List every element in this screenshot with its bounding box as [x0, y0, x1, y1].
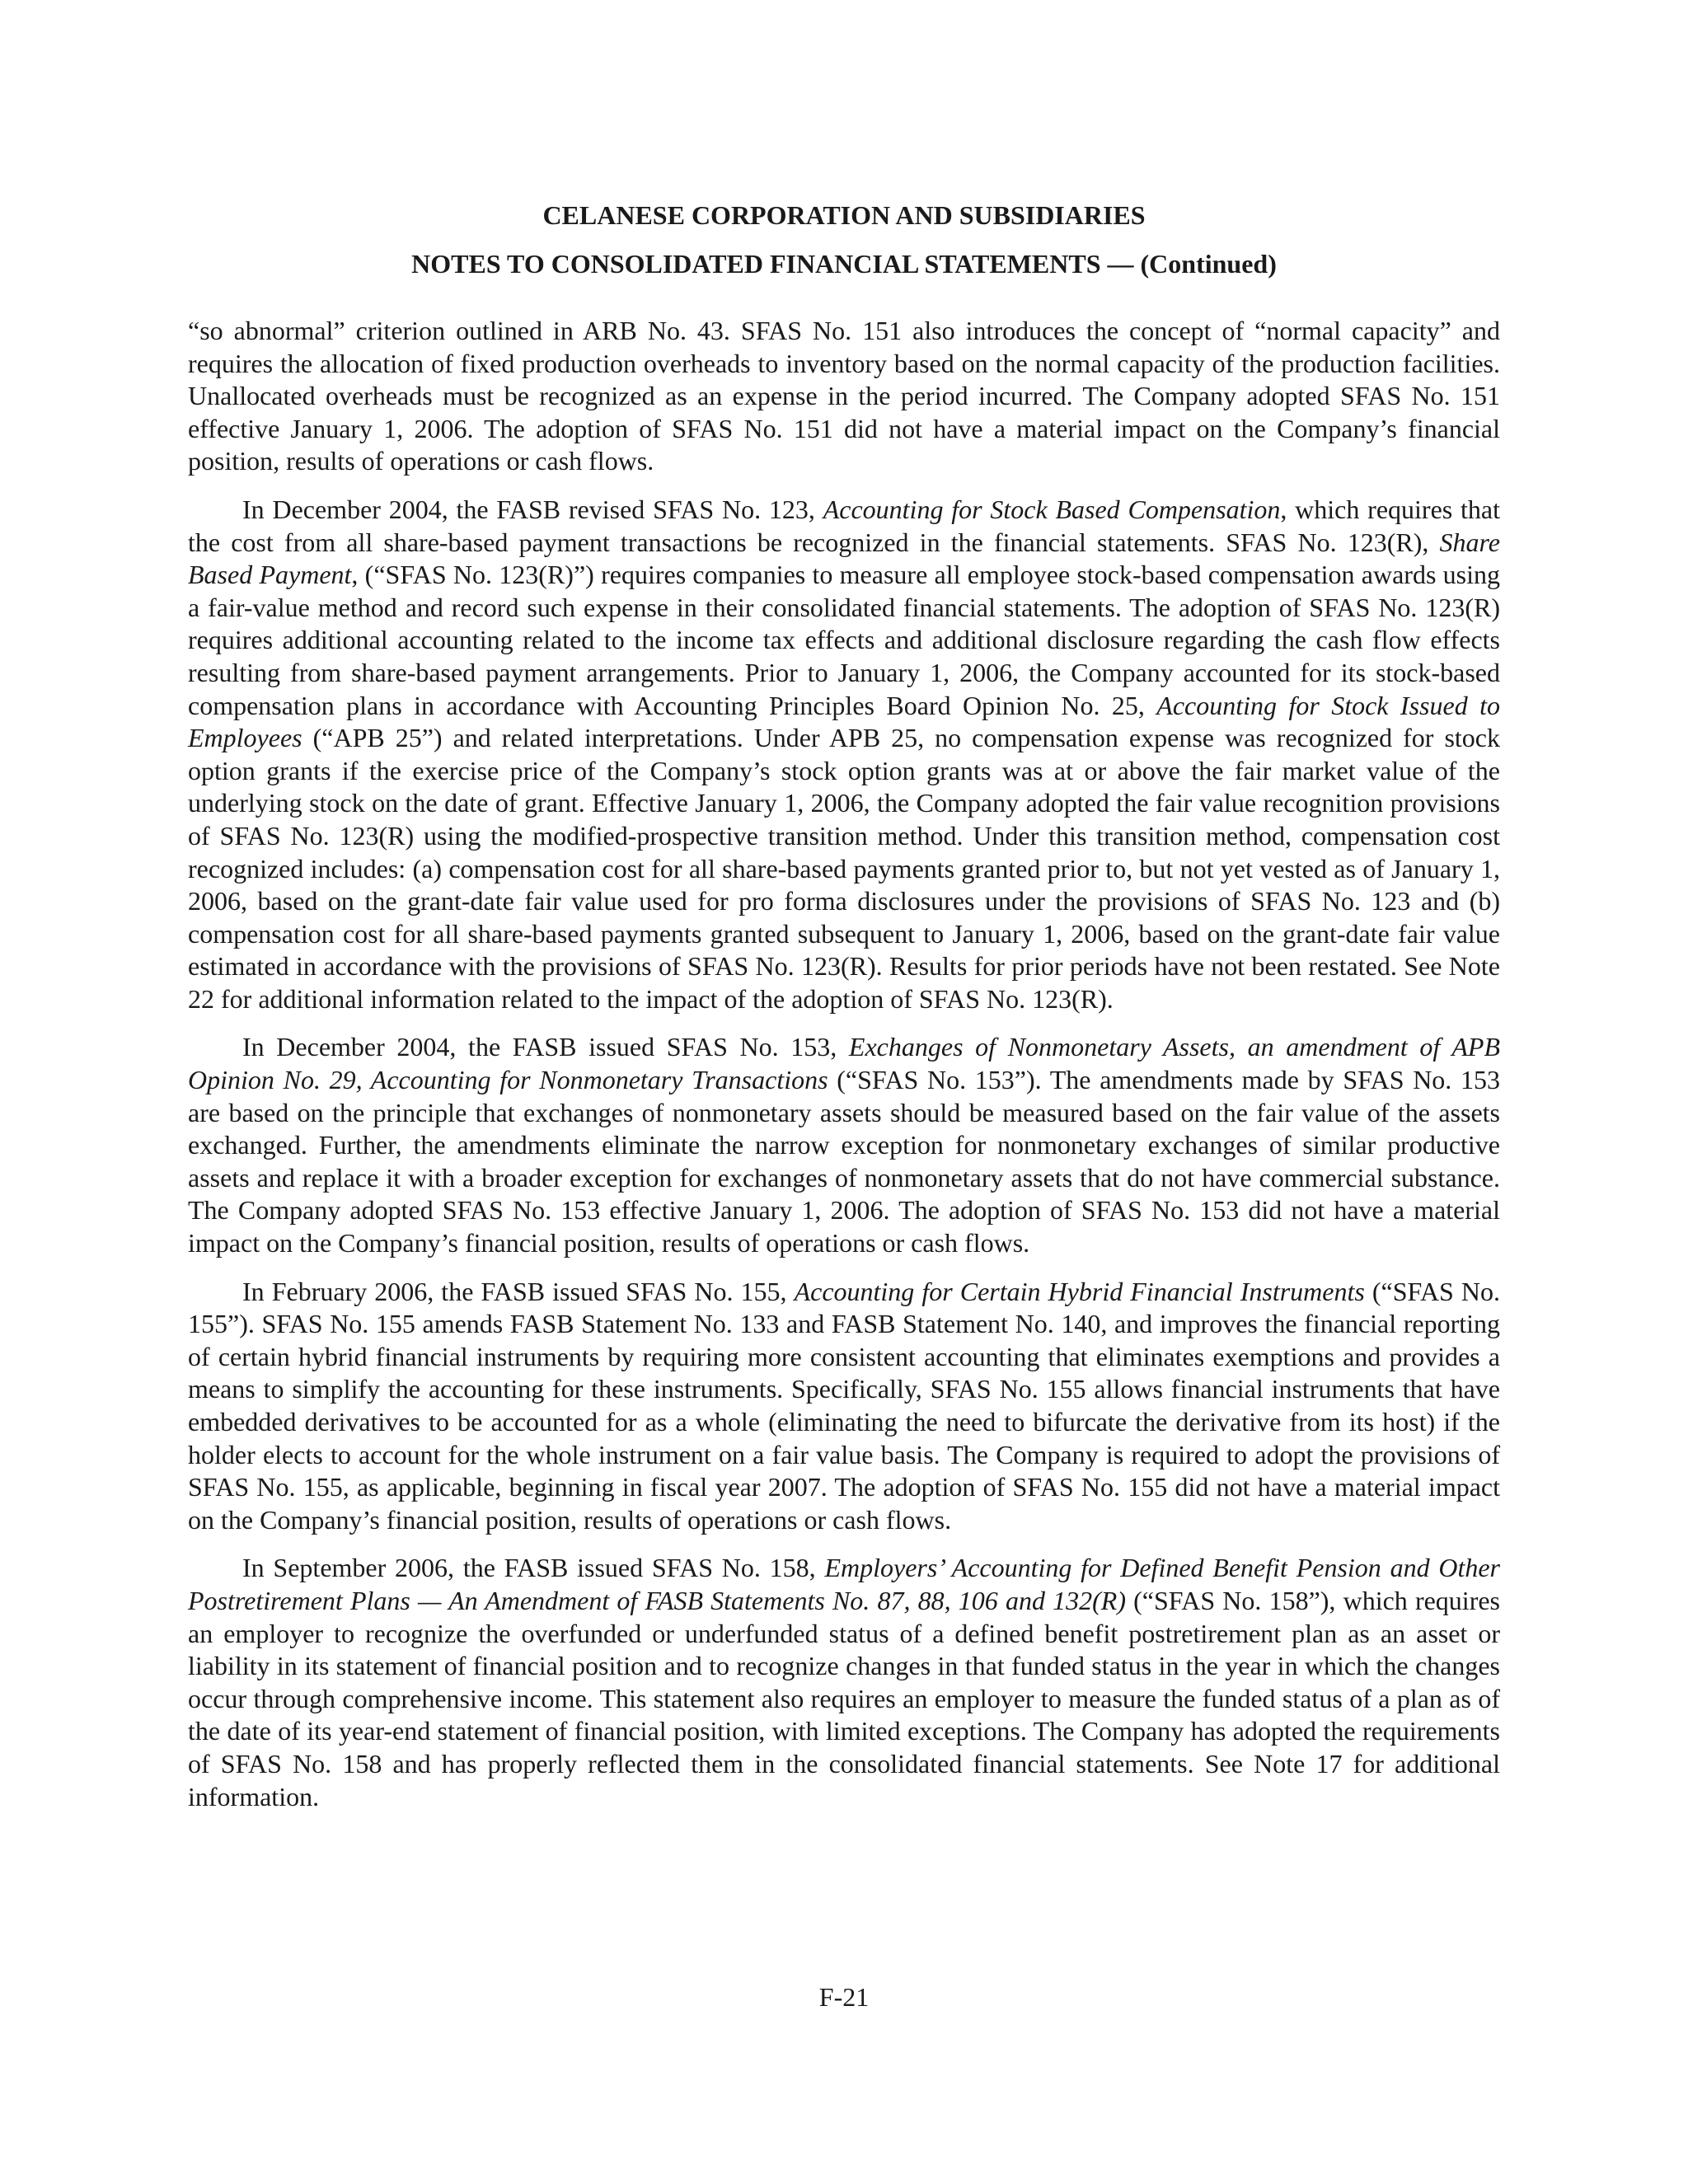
italic-title-text: Employers’ Accounting for Defined Benefit Pension and Other Postretirement Plans — An Amendment of FASB Statements No. 87, 88, 106 and 132(R): [188, 1553, 1501, 1615]
italic-title-text: Accounting for Certain Hybrid Financial Instruments: [794, 1276, 1365, 1306]
paragraph-text: (“SFAS No. 158”), which requires an employer to recognize the overfunded or underfunded status of a defined benefit postretirement plan as an asset or liability in its statement of financial position and to recognize changes in that funded status in the year in which the changes occur through comprehensive income. This statement also requires an employer to measure the funded status of a plan as of the date of its year-end statement of financial position, with limited exceptions. The Company has adopted the requirements of SFAS No. 158 and has properly reflected them in the consolidated financial statements. See Note 17 for additional information.: [188, 1585, 1501, 1811]
notes-title: NOTES TO CONSOLIDATED FINANCIAL STATEMENTS — (Continued): [411, 249, 1277, 279]
paragraph-text: (“SFAS No. 155”). SFAS No. 155 amends FASB Statement No. 133 and FASB Statement No. 140, and improves the financial reporting of certain hybrid financial instruments by requiring more consistent accounting that eliminates exemptions and provides a means to simplify the accounting for these instruments. Specifically, SFAS No. 155 allows financial instruments that have embedded derivatives to be accounted for as a whole (eliminating the need to bifurcate the derivative from its host) if the holder elects to account for the whole instrument on a fair value basis. The Company is required to adopt the provisions of SFAS No. 155, as applicable, beginning in fiscal year 2007. The adoption of SFAS No. 155 did not have a material impact on the Company’s financial position, results of operations or cash flows.: [188, 1276, 1501, 1535]
paragraph-text: , which requires that the cost from all share-based payment transactions be recognized in the financial statements. SFAS No. 123(R),: [188, 494, 1500, 557]
paragraph-text: In February 2006, the FASB issued SFAS No. 155,: [242, 1276, 795, 1306]
paragraph-text: , (“SFAS No. 123(R)”) requires companies to measure all employee stock-based compensation awards using a fair-value method and record such expense in their consolidated financial statements. The adoption of SFAS No. 123(R) requires additional accounting related to the income tax effects and additional disclosure regarding the cash flow effects resulting from share-based payment arrangements. Prior to January 1, 2006, the Company accounted for its stock-based compensation plans in accordance with Accounting Principles Board Opinion No. 25,: [188, 560, 1501, 720]
italic-title-text: Accounting for Stock Based Compensation: [823, 494, 1281, 524]
italic-title-text: Exchanges of Nonmonetary Assets, an amendment of APB Opinion No. 29, Accounting for Nonmonetary Transactions: [188, 1032, 1501, 1095]
paragraph: [188, 1031, 1500, 1259]
paragraph-text: (“APB 25”) and related interpretations. Under APB 25, no compensation expense was recognized for stock option grants if the exercise price of the Company’s stock option grants was at or above the fair market value of the underlying stock on the date of grant. Effective January 1, 2006, the Company adopted the fair value recognition provisions of SFAS No. 123(R) using the modified-prospective transition method. Under this transition method, compensation cost recognized includes: (a) compensation cost for all share-based payments granted prior to, but not yet vested as of January 1, 2006, based on the grant-date fair value used for pro forma disclosures under the provisions of SFAS No. 123 and (b) compensation cost for all share-based payments granted subsequent to January 1, 2006, based on the grant-date fair value estimated in accordance with the provisions of SFAS No. 123(R). Results for prior periods have not been restated. See Note 22 for additional information related to the impact of the adoption of SFAS No. 123(R).: [188, 723, 1500, 1014]
paragraph: [188, 1552, 1500, 1813]
italic-title-text: Share Based Payment: [188, 527, 1500, 590]
paragraph: [188, 315, 1500, 478]
paragraph-text: (“SFAS No. 153”). The amendments made by SFAS No. 153 are based on the principle that exchanges of nonmonetary assets should be measured based on the fair value of the assets exchanged. Further, the amendments eliminate the narrow exception for nonmonetary exchanges of similar productive assets and replace it with a broader exception for exchanges of nonmonetary assets that do not have commercial substance. The Company adopted SFAS No. 153 effective January 1, 2006. The adoption of SFAS No. 153 did not have a material impact on the Company’s financial position, results of operations or cash flows.: [188, 1065, 1501, 1258]
paragraph: [188, 494, 1500, 1016]
paragraph-text: In September 2006, the FASB issued SFAS No. 158,: [242, 1553, 825, 1583]
company-heading: CELANESE CORPORATION AND SUBSIDIARIES: [542, 200, 1146, 230]
paragraph: [188, 1276, 1500, 1537]
paragraph-text: “so abnormal” criterion outlined in ARB No. 43. SFAS No. 151 also introduces the concept of “normal capacity” and requires the allocation of fixed production overheads to inventory based on the normal capacity of the production facilities. Unallocated overheads must be recognized as an expense in the period incurred. The Company adopted SFAS No. 151 effective January 1, 2006. The adoption of SFAS No. 151 did not have a material impact on the Company’s financial position, results of operations or cash flows.: [188, 316, 1500, 476]
paragraph-text: In December 2004, the FASB issued SFAS No. 153,: [242, 1032, 849, 1062]
paragraph-text: In December 2004, the FASB revised SFAS No. 123,: [242, 494, 823, 524]
notes-body: [188, 315, 1500, 1829]
italic-title-text: Accounting for Stock Issued to Employees: [188, 690, 1501, 753]
page-number: F-21: [818, 1982, 870, 2012]
